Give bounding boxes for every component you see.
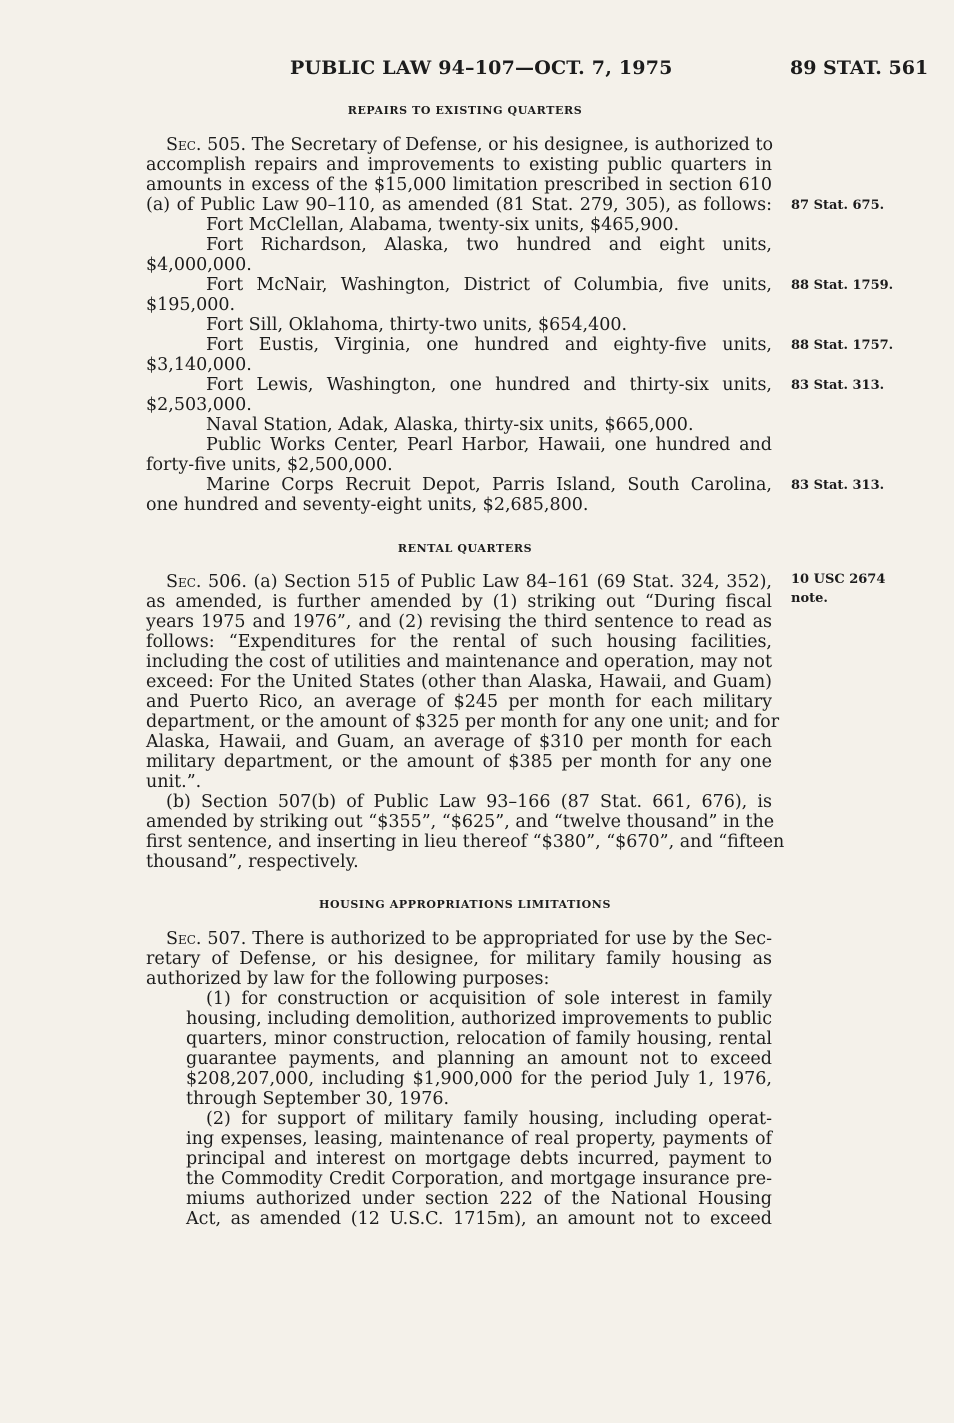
sec505-line-17: forty-five units, $2,500,000.: [146, 455, 393, 475]
sec505-line-10: Fort Sill, Oklahoma, thirty-two units, $654,400.: [206, 315, 628, 335]
sec505-line-3: amounts in excess of the $15,000 limitation prescribed in section 610: [146, 175, 772, 195]
sec506-line-8: department, or the amount of $325 per month for any one unit; and for: [146, 712, 780, 732]
sec506-line-11: unit.”.: [146, 772, 202, 792]
sec507-line-4: (1) for construction or acquisition of sole interest in family: [206, 989, 772, 1009]
sec505-line-11: Fort Eustis, Virginia, one hundred and eighty-five units,: [206, 335, 772, 355]
sec507-line-3: authorized by law for the following purposes:: [146, 969, 550, 989]
margin-note-88-stat-1759: 88 Stat. 1759.: [791, 278, 894, 293]
sec505-line-5: Fort McClellan, Alabama, twenty-six units, $465,900.: [206, 215, 680, 235]
sec505-line-15: Naval Station, Adak, Alaska, thirty-six units, $665,000.: [206, 415, 694, 435]
sec505-line-6: Fort Richardson, Alaska, two hundred and eight units,: [206, 235, 772, 255]
sec506-line-6: exceed: For the United States (other than Alaska, Hawaii, and Guam): [146, 672, 772, 692]
heading-rental-quarters: RENTAL QUARTERS: [397, 542, 533, 555]
sec507-line-14: miums authorized under section 222 of the National Housing: [186, 1189, 772, 1209]
sec505-line-19: one hundred and seventy-eight units, $2,685,800.: [146, 495, 589, 515]
margin-note-87-stat-675: 87 Stat. 675.: [791, 198, 885, 213]
sec506-label: Sec.: [166, 572, 202, 592]
margin-note-88-stat-1757: 88 Stat. 1757.: [791, 338, 894, 353]
sec507-line-15: Act, as amended (12 U.S.C. 1715m), an amount not to exceed: [186, 1209, 772, 1229]
sec505-line-14: $2,503,000.: [146, 395, 252, 415]
sec507-line-9: through September 30, 1976.: [186, 1089, 450, 1109]
sec507-line-5: housing, including demolition, authorized improvements to public: [186, 1009, 773, 1029]
sec506-line-4: follows: “Expenditures for the rental of such housing facilities,: [146, 632, 772, 652]
sec506-line-3: years 1975 and 1976”, and (2) revising the third sentence to read as: [146, 612, 772, 632]
sec507-line-8: $208,207,000, including $1,900,000 for the period July 1, 1976,: [186, 1069, 772, 1089]
sec506-line-13: amended by striking out “$355”, “$625”, and “twelve thousand” in the: [146, 812, 775, 832]
sec506-line-15: thousand”, respectively.: [146, 852, 359, 872]
sec505-line-13: Fort Lewis, Washington, one hundred and thirty-six units,: [206, 375, 772, 395]
sec506-line-14: first sentence, and inserting in lieu thereof “$380”, “$670”, and “fifteen: [146, 832, 785, 852]
sec507-line-1: Sec. 507. There is authorized to be appropriated for use by the Sec-: [166, 929, 772, 949]
sec507-line-12: principal and interest on mortgage debts incurred, payment to: [186, 1149, 772, 1169]
sec507-line-2: retary of Defense, or his designee, for military family housing as: [146, 949, 772, 969]
sec505-line-16: Public Works Center, Pearl Harbor, Hawaii, one hundred and: [206, 435, 772, 455]
sec506-line-9: Alaska, Hawaii, and Guam, an average of $310 per month for each: [146, 732, 772, 752]
sec507-line-10: (2) for support of military family housing, including operat-: [206, 1109, 772, 1129]
sec505-line-8: Fort McNair, Washington, District of Columbia, five units,: [206, 275, 772, 295]
sec505-line-1: Sec. 505. The Secretary of Defense, or his designee, is authorized to: [166, 135, 774, 155]
sec505-line-18: Marine Corps Recruit Depot, Parris Island, South Carolina,: [206, 475, 772, 495]
sec505-line-4: (a) of Public Law 90–110, as amended (81 Stat. 279, 305), as follows:: [146, 195, 772, 215]
sec507-label: Sec.: [166, 929, 202, 949]
margin-note-note: note.: [791, 591, 828, 606]
sec505-label: Sec.: [166, 135, 202, 155]
sec507-line-7: guarantee payments, and planning an amount not to exceed: [186, 1049, 772, 1069]
sec506-line-2: as amended, is further amended by (1) striking out “During fiscal: [146, 592, 772, 612]
heading-repairs-existing-quarters: REPAIRS TO EXISTING QUARTERS: [347, 104, 583, 117]
sec506-line-1: Sec. 506. (a) Section 515 of Public Law 84–161 (69 Stat. 324, 352),: [166, 572, 772, 592]
margin-note-10-usc-2674: 10 USC 2674: [791, 572, 886, 587]
sec505-line-9: $195,000.: [146, 295, 236, 315]
sec505-line-2: accomplish repairs and improvements to existing public quarters in: [146, 155, 772, 175]
sec505-line-12: $3,140,000.: [146, 355, 252, 375]
page-header-stat-number: 89 STAT. 561: [790, 57, 929, 79]
margin-note-83-stat-313-b: 83 Stat. 313.: [791, 478, 885, 493]
sec506-line-10: military department, or the amount of $385 per month for any one: [146, 752, 772, 772]
sec507-line-6: quarters, minor construction, relocation of family housing, rental: [186, 1029, 772, 1049]
sec507-line-13: the Commodity Credit Corporation, and mortgage insurance pre-: [186, 1169, 772, 1189]
sec506-line-12: (b) Section 507(b) of Public Law 93–166 (87 Stat. 661, 676), is: [166, 792, 772, 812]
sec507-line-11: ing expenses, leasing, maintenance of real property, payments of: [186, 1129, 772, 1149]
sec506-line-5: including the cost of utilities and maintenance and operation, may not: [146, 652, 772, 672]
sec506-line-7: and Puerto Rico, an average of $245 per month for each military: [146, 692, 772, 712]
sec505-line-7: $4,000,000.: [146, 255, 252, 275]
page-header-title: PUBLIC LAW 94–107—OCT. 7, 1975: [290, 57, 673, 79]
margin-note-83-stat-313-a: 83 Stat. 313.: [791, 378, 885, 393]
heading-housing-appropriations-limitations: HOUSING APPROPRIATIONS LIMITATIONS: [319, 898, 611, 911]
